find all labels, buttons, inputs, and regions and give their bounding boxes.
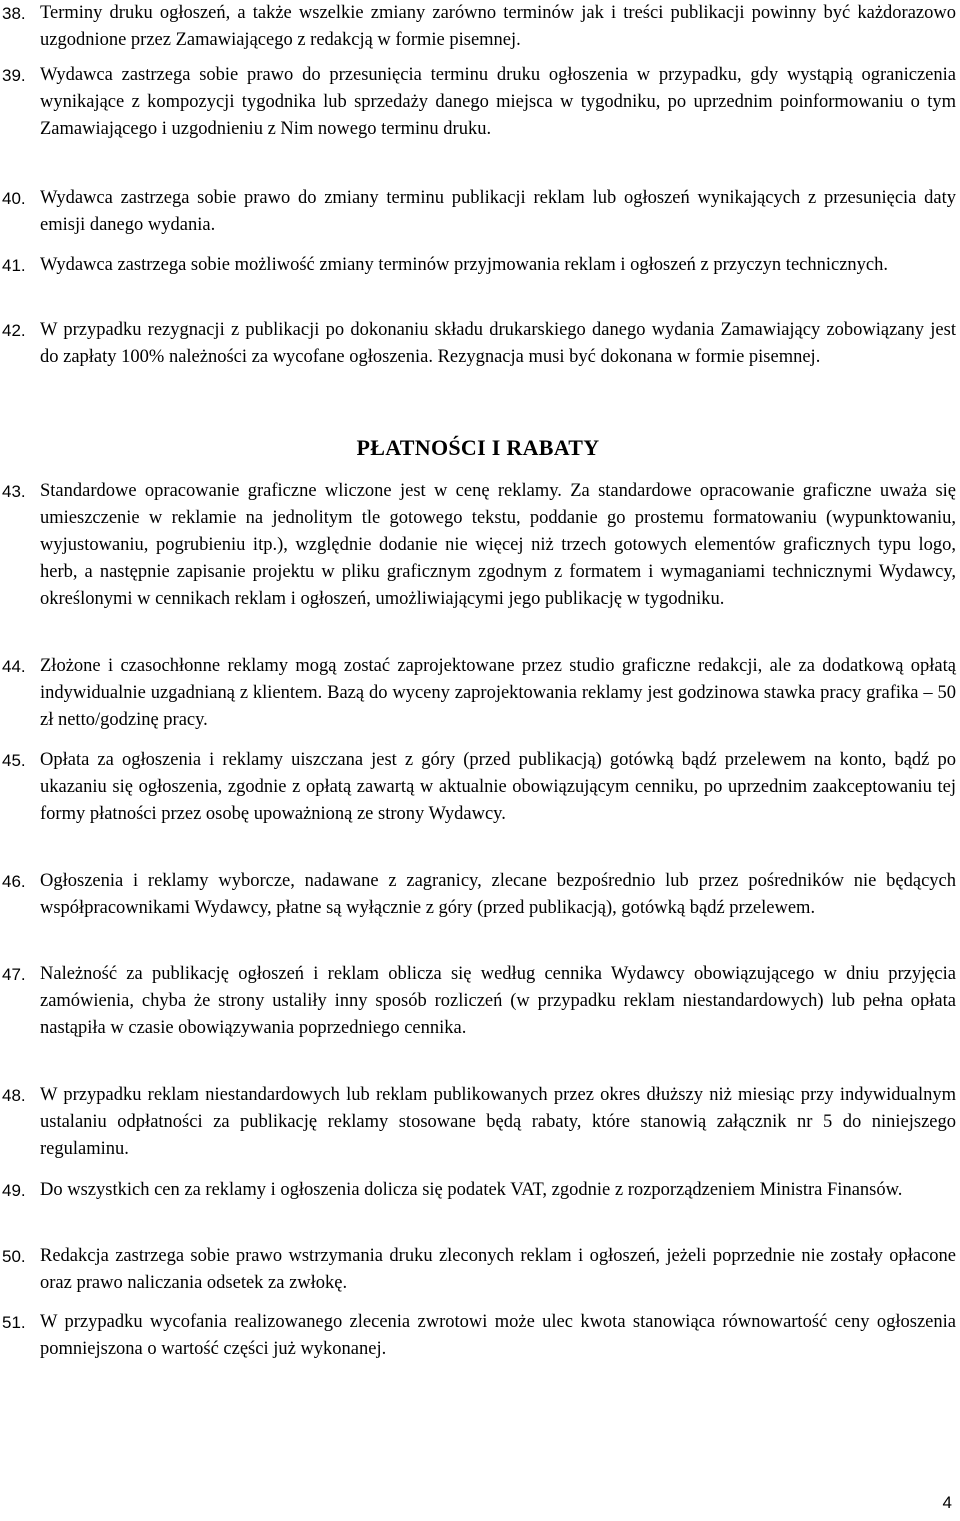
item-number: 39. — [2, 66, 26, 85]
item-number: 38. — [2, 4, 26, 23]
list-item-48 — [0, 1082, 956, 1163]
list-item-41 — [0, 252, 956, 279]
list-item-42 — [0, 317, 956, 371]
item-text: W przypadku reklam niestandardowych lub reklam publikowanych przez okres dłuższy niż miesiąc przy indywidualnym ustalaniu odpłatności za publikację reklamy stosowane będą rabaty, które stanowią załącznik nr 5 do niniejszego regulaminu. — [40, 1085, 956, 1159]
item-number: 44. — [2, 657, 26, 676]
item-text: Do wszystkich cen za reklamy i ogłoszenia dolicza się podatek VAT, zgodnie z rozporządzeniem Ministra Finansów. — [40, 1180, 903, 1200]
item-text: Standardowe opracowanie graficzne wliczone jest w cenę reklamy. Za standardowe opracowanie graficzne uważa się umieszczenie w reklamie na jednolitym tle gotowego tekstu, poddanie go prostemu formatowaniu (wypunktowaniu, wyjustowaniu, pogrubieniu itp.), względnie dodanie nie więcej niż trzech gotowych elementów graficznych typu logo, herb, a następnie zapisanie projektu w pliku graficznym zgodnym z formatem i wymaganiami technicznymi Wydawcy, określonymi w cennikach reklam i ogłoszeń, umożliwiającymi jego publikację w tygodniku. — [40, 481, 956, 609]
item-number: 40. — [2, 189, 26, 208]
item-text: W przypadku wycofania realizowanego zlecenia zwrotowi może ulec kwota stanowiąca równowartość ceny ogłoszenia pomniejszona o wartość części już wykonanej. — [40, 1312, 956, 1359]
item-text: Wydawca zastrzega sobie możliwość zmiany terminów przyjmowania reklam i ogłoszeń z przyczyn technicznych. — [40, 255, 889, 275]
list-item-39 — [0, 62, 956, 143]
item-number: 41. — [2, 256, 26, 275]
item-number: 47. — [2, 965, 26, 984]
item-text: Terminy druku ogłoszeń, a także wszelkie zmiany zarówno terminów jak i treści publikacji powinny być każdorazowo uzgodnione przez Zamawiającego z redakcją w formie pisemnej. — [40, 3, 956, 50]
item-number: 43. — [2, 482, 26, 501]
item-number: 49. — [2, 1181, 26, 1200]
item-text: Wydawca zastrzega sobie prawo do zmiany terminu publikacji reklam lub ogłoszeń wynikających z przesunięcia daty emisji danego wydania. — [40, 188, 956, 235]
list-item-38 — [0, 0, 956, 54]
item-number: 46. — [2, 872, 26, 891]
section-heading: PŁATNOŚCI I RABATY — [356, 435, 600, 460]
list-item-49 — [0, 1177, 956, 1204]
item-text: Złożone i czasochłonne reklamy mogą zostać zaprojektowane przez studio graficzne redakcji, ale za dodatkową opłatą indywidualnie uzgadnianą z klientem. Bazą do wyceny zaprojektowania reklamy jest godzinowa stawka pracy grafika – 50 zł netto/godzinę pracy. — [40, 656, 956, 730]
list-item-46 — [0, 868, 956, 922]
item-number: 50. — [2, 1247, 26, 1266]
item-text: Ogłoszenia i reklamy wyborcze, nadawane z zagranicy, zlecane bezpośrednio lub przez pośredników nie będących współpracownikami Wydawcy, płatne są wyłącznie z góry (przed publikacją), gotówką bądź przelewem. — [40, 871, 956, 918]
item-text: Należność za publikację ogłoszeń i reklam oblicza się według cennika Wydawcy obowiązującego w dniu przyjęcia zamówienia, chyba że strony ustaliły inny sposób rozliczeń (w przypadku reklam niestandardowych) lub pełna opłata nastąpiła w czasie obowiązywania poprzedniego cennika. — [40, 964, 956, 1038]
page-number: 4 — [942, 1493, 952, 1512]
item-number: 42. — [2, 321, 26, 340]
item-text: Opłata za ogłoszenia i reklamy uiszczana jest z góry (przed publikacją) gotówką bądź przelewem na konto, bądź po ukazaniu się ogłoszenia, zgodnie z opłatą zawartą w aktualnie obowiązującym cenniku, po uprzednim zaakceptowaniu tej formy płatności przez osobę upoważnioną ze strony Wydawcy. — [40, 750, 956, 824]
list-item-44 — [0, 653, 956, 734]
item-text: Redakcja zastrzega sobie prawo wstrzymania druku zleconych reklam i ogłoszeń, jeżeli poprzednie nie zostały opłacone oraz prawo naliczania odsetek za zwłokę. — [40, 1246, 956, 1293]
item-text: Wydawca zastrzega sobie prawo do przesunięcia terminu druku ogłoszenia w przypadku, gdy wystąpią ograniczenia wynikające z kompozycji tygodnika lub sprzedaży danego miejsca w tygodniku, po uprzednim poinformowaniu o tym Zamawiającego i uzgodnieniu z Nim nowego terminu druku. — [40, 65, 956, 139]
list-item-51 — [0, 1309, 956, 1363]
item-text: W przypadku rezygnacji z publikacji po dokonaniu składu drukarskiego danego wydania Zamawiający zobowiązany jest do zapłaty 100% należności za wycofane ogłoszenia. Rezygnacja musi być dokonana w formie pisemnej. — [40, 320, 956, 367]
item-number: 51. — [2, 1313, 26, 1332]
list-item-40 — [0, 185, 956, 239]
list-item-50 — [0, 1243, 956, 1297]
item-number: 48. — [2, 1086, 26, 1105]
list-item-43 — [0, 478, 956, 613]
list-item-45 — [0, 747, 956, 828]
list-item-47 — [0, 961, 956, 1042]
item-number: 45. — [2, 751, 26, 770]
